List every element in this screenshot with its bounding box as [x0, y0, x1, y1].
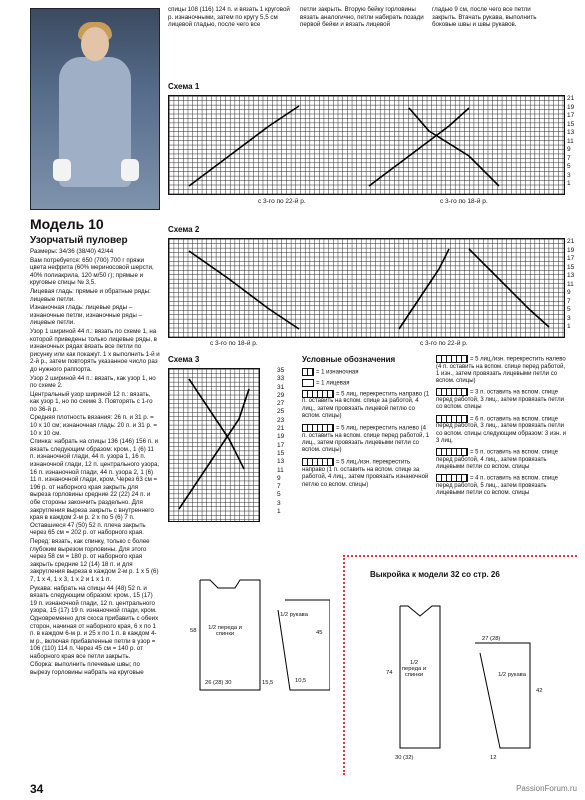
watermark: PassionForum.ru: [516, 784, 577, 793]
cable-3-symbol-icon: [436, 388, 468, 396]
pattern-model32: [380, 598, 570, 768]
pattern4-height: 42: [536, 688, 543, 694]
top-text-col3: гладью 9 см, после чего все петли закрыть. Втачать рукава, выполнить боковые швы и швы рукавов.: [432, 6, 537, 29]
central-pattern-text: Центральный узор шириной 12 п.: вязать, как узор 1, но по схеме 3. Повторять с 1-го по 36-й р.: [30, 390, 153, 413]
cable-5-symbol-icon: [436, 448, 468, 456]
model-title: Модель 10: [30, 216, 104, 232]
pattern2-text: Узор 2 шириной 44 п.: вязать, как узор 1, но по схеме 2.: [30, 374, 156, 390]
pattern-note: Выкройка к модели 32 со стр. 26: [370, 570, 500, 579]
pattern1-width: 26 (28) 30: [205, 680, 232, 686]
schema3-title: Схема 3: [168, 355, 200, 364]
cable-6-symbol-icon: [436, 415, 468, 423]
pattern-model10: [180, 570, 330, 700]
head-shape: [81, 27, 109, 61]
schema2-row-numbers: 21 19 17 15 13 11 9 7 5 3 1: [567, 238, 575, 330]
pattern1-text: Узор 1 шириной 44 п.: вязать по схеме 1, на которой приведены только лицевые ряды, в изнаночных рядах вязать все петли по рисунку или как покажут. 1 х выполнить 1-й и 2-й р., затем повторять указанное число раз до нужного раппорта.: [30, 327, 160, 373]
schema2-title: Схема 2: [168, 225, 200, 234]
pattern2-label: 1/2 рукава: [280, 612, 308, 618]
pattern3-label: 1/2 переда и спинки: [401, 660, 427, 678]
model-subtitle: Узорчатый пуловер: [30, 235, 128, 246]
model-photo: [30, 8, 160, 210]
pattern3-width: 30 (32): [395, 755, 414, 761]
back-text: Спинка: набрать на спицы 136 (146) 156 п. и вязать следующим образом: кром., 1 (6) 11 п. изнаночной глади, 44 п. узора 1, 16 п. изнаночной глади, 12 п. центрального узора, 16 п. изнаночной глади, 44 п. узора 2, 1 (6) 11 п. изнаночной глади, кром. Через 63 см = 196 р. от наборного края закрыть для выреза горловины средние 22 (22) 24 п. и обе стороны закончить раздельно. Для закругления выреза закрыть с внутреннего края в каждом 2-м р. 2 х по 5 (6) 7 п. Оставшиеся 47 (50) 52 п. плеча закрыть через 65 см = 202 р. от наборного края.: [30, 438, 160, 537]
pattern1-label: 1/2 переда и спинки: [208, 625, 242, 637]
pattern4-bottom: 12: [490, 755, 497, 761]
pattern4-label: 1/2 рукава: [498, 672, 526, 678]
glove-right: [121, 159, 139, 181]
pattern2-bottom: 15,5: [262, 680, 274, 686]
gauge-text: Средняя плотность вязания: 26 п. и 31 р. = 10 х 10 см; изнаночная гладь: 20 п. и 31 р. = 10 х 10 см.: [30, 414, 157, 437]
schema3-row-numbers: 35 33 31 29 27 25 23 21 19 17 15 13 11 9 7 5 3 1: [277, 367, 285, 516]
top-text-col2: петли закрыть. Вторую бейку горловины вязать аналогично, петли набирать позади первой бейки и вязать лицевой: [300, 6, 424, 29]
pattern1-height: 58: [190, 628, 197, 634]
sizes-text: Размеры: 34/36 (38/40) 42/44: [30, 248, 114, 255]
schema2-grid: [168, 238, 565, 338]
front-text: Перед: вязать, как спинку, только с более глубоким вырезом горловины. Для этого через 58 см = 180 р. от наборного края закрыть средние 12 (14) 18 п. и для закругления выреза в каждом 2-м р. 1 х 5 (6) 7, 1 х 4, 1 х 3, 1 х 2 и 1 х 1 п.: [30, 537, 159, 583]
schema1-cables: [169, 96, 564, 194]
knit-symbol-icon: [302, 379, 314, 387]
assembly-text: Сборка: выполнить плечевые швы; по вырезу горловины набрать на круговые: [30, 661, 144, 677]
cable-left-purl-symbol-icon: [436, 355, 468, 363]
purl-symbol-icon: [302, 368, 314, 376]
legend-right: = 5 лиц./изн. перекрестить налево (4 п. оставить на вспом. спице перед работой, 1 изн., затем провязать лицевыми петли со вспом. спицы) = 3 п. оставить на вспом. спице перед работой, 3 лиц., затем провязать петли со вспом. спицы = 6 п. оставить на вспом. спице перед работой, 3 лиц., затем провязать петли со вспом. спицы следующим образом: 3 изн. и 3 лиц. = 5 п. оставить на вспом. спице перед работой, 4 лиц., затем провязать лицевыми петли со вспом. спицы = 4 п. оставить на вспом. спице перед работой, 5 лиц., затем провязать лицевыми петли со вспом. спицы: [436, 356, 567, 497]
page-number: 34: [30, 782, 44, 796]
pattern2-height: 45: [316, 630, 323, 636]
schema3-cables: [169, 369, 259, 521]
schema3-grid: [168, 368, 260, 522]
pattern3-height: 74: [386, 670, 393, 676]
reverse-stockinette-text: Изнаночная гладь: лицевые ряды – изнаночные петли, изнаночные ряды – лицевые петли.: [30, 304, 142, 327]
glove-left: [53, 159, 71, 181]
pattern4-top: 27 (28): [482, 636, 501, 642]
schema2-caption-right: с 3-го по 22-й р.: [420, 340, 468, 347]
cable-right-symbol-icon: [302, 390, 334, 398]
materials-text: Вам потребуется: 650 (700) 700 г пряжи цвета нефрита (60% мериносовой шерсти, 40% полиакрила, 120 м/50 г); прямые и круговые спицы № 3,5.: [30, 256, 154, 287]
legend-left: = 1 изнаночная = 1 лицевая = 5 лиц. перекрестить направо (1 п. оставить на вспом. спице за работой, 4 лиц., затем провязать лицевой петлю со вспом. спицы) = 5 лиц. перекрестить налево (4 п. оставить на вспом. спице перед работой, 1 лиц., затем провязать лицевыми петли со вспом. спицы) = 5 лиц./изн. перекрестить направо (1 п. оставить на вспом. спице за работой, 4 лиц., затем провязать изнаночной петлю со вспом. спицы): [302, 369, 430, 488]
instructions-column: [30, 248, 160, 678]
schema2-cables: [169, 239, 564, 337]
sleeves-text: Рукава: набрать на спицы 44 (48) 52 п. и вязать следующим образом: кром., 15 (17) 19 п. изнаночной глади, 12 п. центрального узора, 15 (17) 19 п. изнаночной глади, кром. Одновременно для скоса прибавить с обеих сторон, начиная от наборного края, 6 х по 1 п. в каждом 6-м р. и 25 х по 1 п. в каждом 4-м р., включая прибавленные петли в узор = 106 (110) 114 п. Через 45 см = 140 р. от наборного края все петли закрыть.: [30, 584, 159, 660]
schema1-row-numbers: 21 19 17 15 13 11 9 7 5 3 1: [567, 95, 575, 187]
cable-left-symbol-icon: [302, 424, 334, 432]
schema1-title: Схема 1: [168, 82, 200, 91]
schema2-caption-left: с 3-го по 18-й р.: [210, 340, 258, 347]
schema1-grid: [168, 95, 565, 195]
schema1-caption-right: с 3-го по 18-й р.: [440, 198, 488, 205]
schema1-caption-left: с 3-го по 22-й р.: [258, 198, 306, 205]
top-text-col1: спицы 108 (116) 124 п. и вязать 1 круговой р. изнаночными, затем по кругу 5,5 см лицевой гладью, после чего все: [168, 6, 290, 29]
cable-right-purl-symbol-icon: [302, 458, 334, 466]
pattern2-cuff: 10,5: [295, 678, 307, 684]
legend-title: Условные обозначения: [302, 355, 396, 364]
cable-4-symbol-icon: [436, 474, 468, 482]
stockinette-text: Лицевая гладь: прямые и обратные ряды: лицевые петли.: [30, 287, 151, 303]
